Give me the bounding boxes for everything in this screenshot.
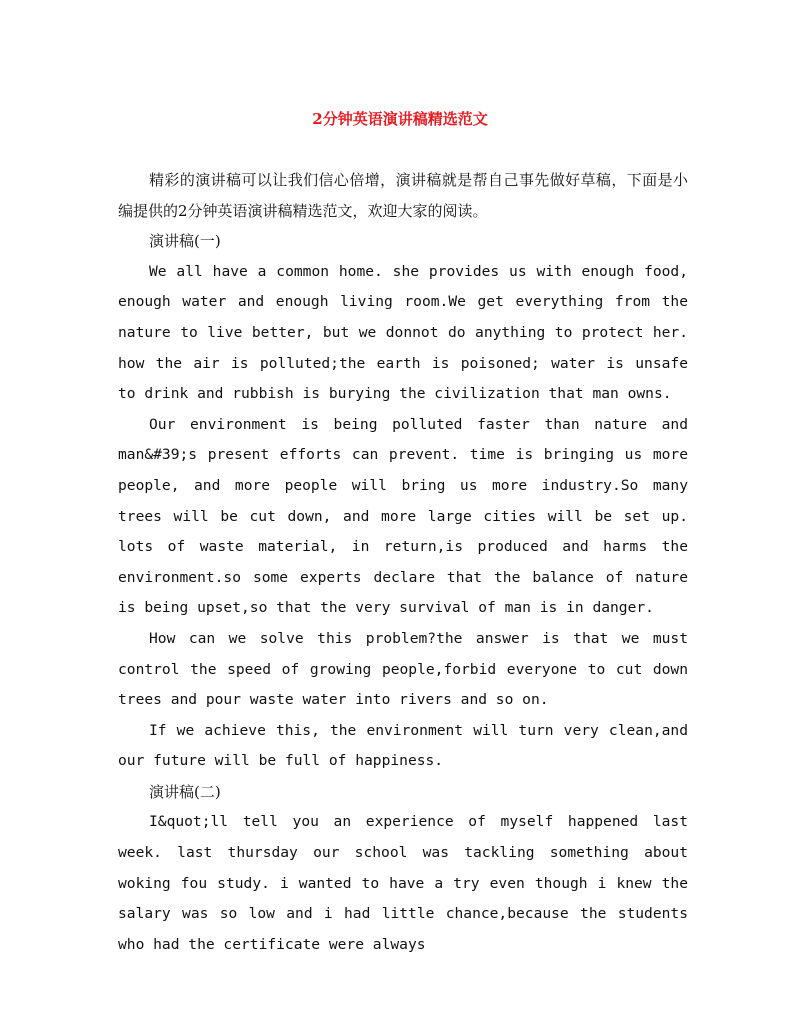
- body-paragraph: I&quot;ll tell you an experience of myself happened last week. last thursday our school was tackling something about woking fou study. i wanted to have a try even though i knew the salary was so low and i had little chance,because the students who had the certificate were always: [118, 813, 688, 953]
- body-paragraph: We all have a common home. she provides us with enough food, enough water and enough living room.We get everything from the nature to live better, but we donnot do anything to protect her. how the air is polluted;the earth is poisoned; water is unsafe to drink and rubbish is burying the civilization that man owns.: [118, 262, 688, 403]
- intro-paragraph: 精彩的演讲稿可以让我们信心倍增，演讲稿就是帮自己事先做好草稿，下面是小编提供的2分钟英语演讲稿精选范文，欢迎大家的阅读。: [118, 171, 688, 220]
- body-paragraph: Our environment is being polluted faster than nature and man&#39;s present efforts can prevent. time is bringing us more people, and more people will bring us more industry.So many trees will be cut down, and more large cities will be set up. lots of waste material, in return,is produced and harms the environment.so some experts declare that the balance of nature is being upset,so that the very survival of man is in danger.: [118, 415, 688, 617]
- document-body: [118, 165, 688, 960]
- document-title: 2分钟英语演讲稿精选范文: [312, 110, 488, 128]
- section-heading-speech-2: 演讲稿(二): [149, 782, 221, 801]
- section-heading-speech-1: 演讲稿(一): [149, 232, 221, 251]
- body-paragraph: If we achieve this, the environment will turn very clean,and our future will be full of happiness.: [118, 721, 688, 770]
- body-paragraph: How can we solve this problem?the answer is that we must control the speed of growing people,forbid everyone to cut down trees and pour waste water into rivers and so on.: [118, 629, 688, 709]
